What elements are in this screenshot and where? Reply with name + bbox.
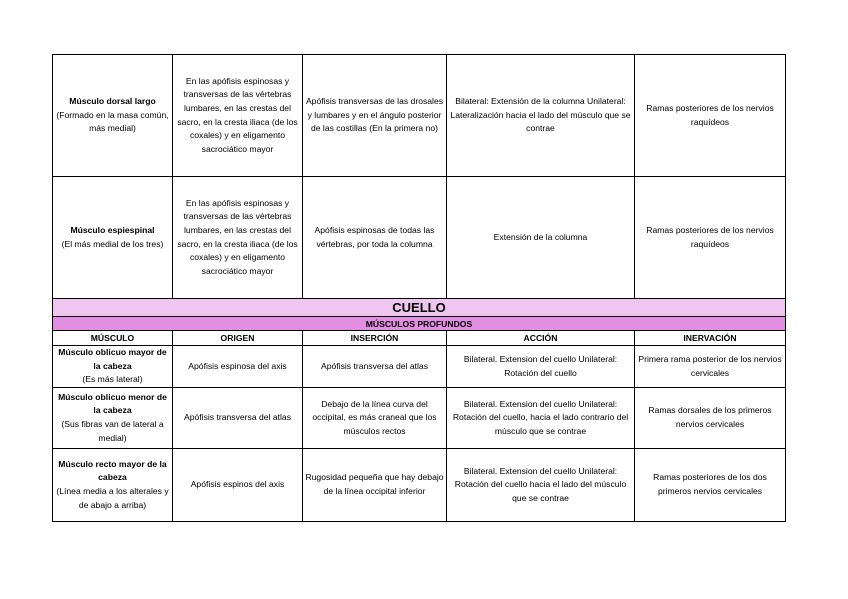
table-row: [53, 177, 786, 299]
section-title-row: [53, 299, 786, 317]
action-cell: Bilateral. Extension del cuello Unilateral: Rotación del cuello hacia el lado del músculo que se contrae: [447, 449, 635, 522]
muscle-name: Músculo oblicuo menor de la cabeza: [58, 391, 167, 416]
section-subtitle-row: [53, 317, 786, 331]
origin-cell: En las apófisis espinosas y transversas de las vértebras lumbares, en las crestas del sacro, en la cresta iliaca (de los coxales) y en eligamento sacrociático mayor: [173, 55, 303, 177]
section-title: CUELLO: [53, 299, 786, 317]
insertion-cell: Apófisis transversa del atlas: [303, 346, 447, 388]
table-row: [53, 449, 786, 522]
header-origin: ORIGEN: [173, 331, 303, 346]
header-muscle: MÚSCULO: [53, 331, 173, 346]
muscle-cell: [53, 346, 173, 388]
innervation-cell: Ramas posteriores de los dos primeros nervios cervicales: [635, 449, 786, 522]
anatomy-table: [52, 54, 786, 522]
origin-cell: Apófisis espinos del axis: [173, 449, 303, 522]
action-cell: Extensión de la columna: [447, 177, 635, 299]
insertion-cell: Debajo de la línea curva del occipital, es más craneal que los músculos rectos: [303, 388, 447, 449]
origin-cell: En las apófisis espinosas y transversas de las vértebras lumbares, en las crestas del sacro, en la cresta iliaca (de los coxales) y en eligamento sacrociático mayor: [173, 177, 303, 299]
muscle-note: (Es más lateral): [82, 374, 143, 385]
innervation-cell: Ramas posteriores de los nervios raquídeos: [635, 177, 786, 299]
muscle-cell: [53, 55, 173, 177]
innervation-cell: Ramas posteriores de los nervios raquídeos: [635, 55, 786, 177]
column-header-row: [53, 331, 786, 346]
insertion-cell: Apófisis espinosas de todas las vértebras, por toda la columna: [303, 177, 447, 299]
section-subtitle: MÚSCULOS PROFUNDOS: [53, 317, 786, 331]
muscle-note: (El más medial de los tres): [61, 238, 164, 249]
header-innervation: INERVACIÓN: [635, 331, 786, 346]
insertion-cell: Apófisis transversas de las drosales y lumbares y en el ángulo posterior de las costillas (En la primera no): [303, 55, 447, 177]
action-cell: Bilateral. Extension del cuello Unilateral: Rotación del cuello: [447, 346, 635, 388]
muscle-note: (Formado en la masa común, más medial): [56, 109, 169, 134]
table-row: [53, 55, 786, 177]
insertion-cell: Rugosidad pequeña que hay debajo de la línea occipital inferior: [303, 449, 447, 522]
header-action: ACCIÓN: [447, 331, 635, 346]
origin-cell: Apófisis transversa del atlas: [173, 388, 303, 449]
muscle-cell: [53, 388, 173, 449]
origin-cell: Apófisis espinosa del axis: [173, 346, 303, 388]
muscle-note: (Sus fibras van de lateral a medial): [61, 419, 164, 443]
action-cell: Bilateral: Extensión de la columna Unilateral: Lateralización hacia el lado del músculo que se contrae: [447, 55, 635, 177]
header-insertion: INSERCIÓN: [303, 331, 447, 346]
muscle-cell: [53, 177, 173, 299]
action-cell: Bilateral. Extension del cuello Unilateral: Rotación del cuello, hacia el lado contrario del músculo que se contrae: [447, 388, 635, 449]
table-row: [53, 388, 786, 449]
innervation-cell: Ramas dorsales de los primeros nervios cervicales: [635, 388, 786, 449]
muscle-note: (Línea media a los alterales y de abajo a arriba): [56, 486, 169, 510]
muscle-name: Músculo oblicuo mayor de la cabeza: [58, 347, 167, 371]
muscle-name: Músculo espiespinal: [70, 224, 155, 235]
innervation-cell: Primera rama posterior de los nervios cervicales: [635, 346, 786, 388]
muscle-name: Músculo dorsal largo: [69, 96, 156, 107]
muscle-name: Músculo recto mayor de la cabeza: [58, 458, 167, 483]
table-row: [53, 346, 786, 388]
muscle-cell: [53, 449, 173, 522]
